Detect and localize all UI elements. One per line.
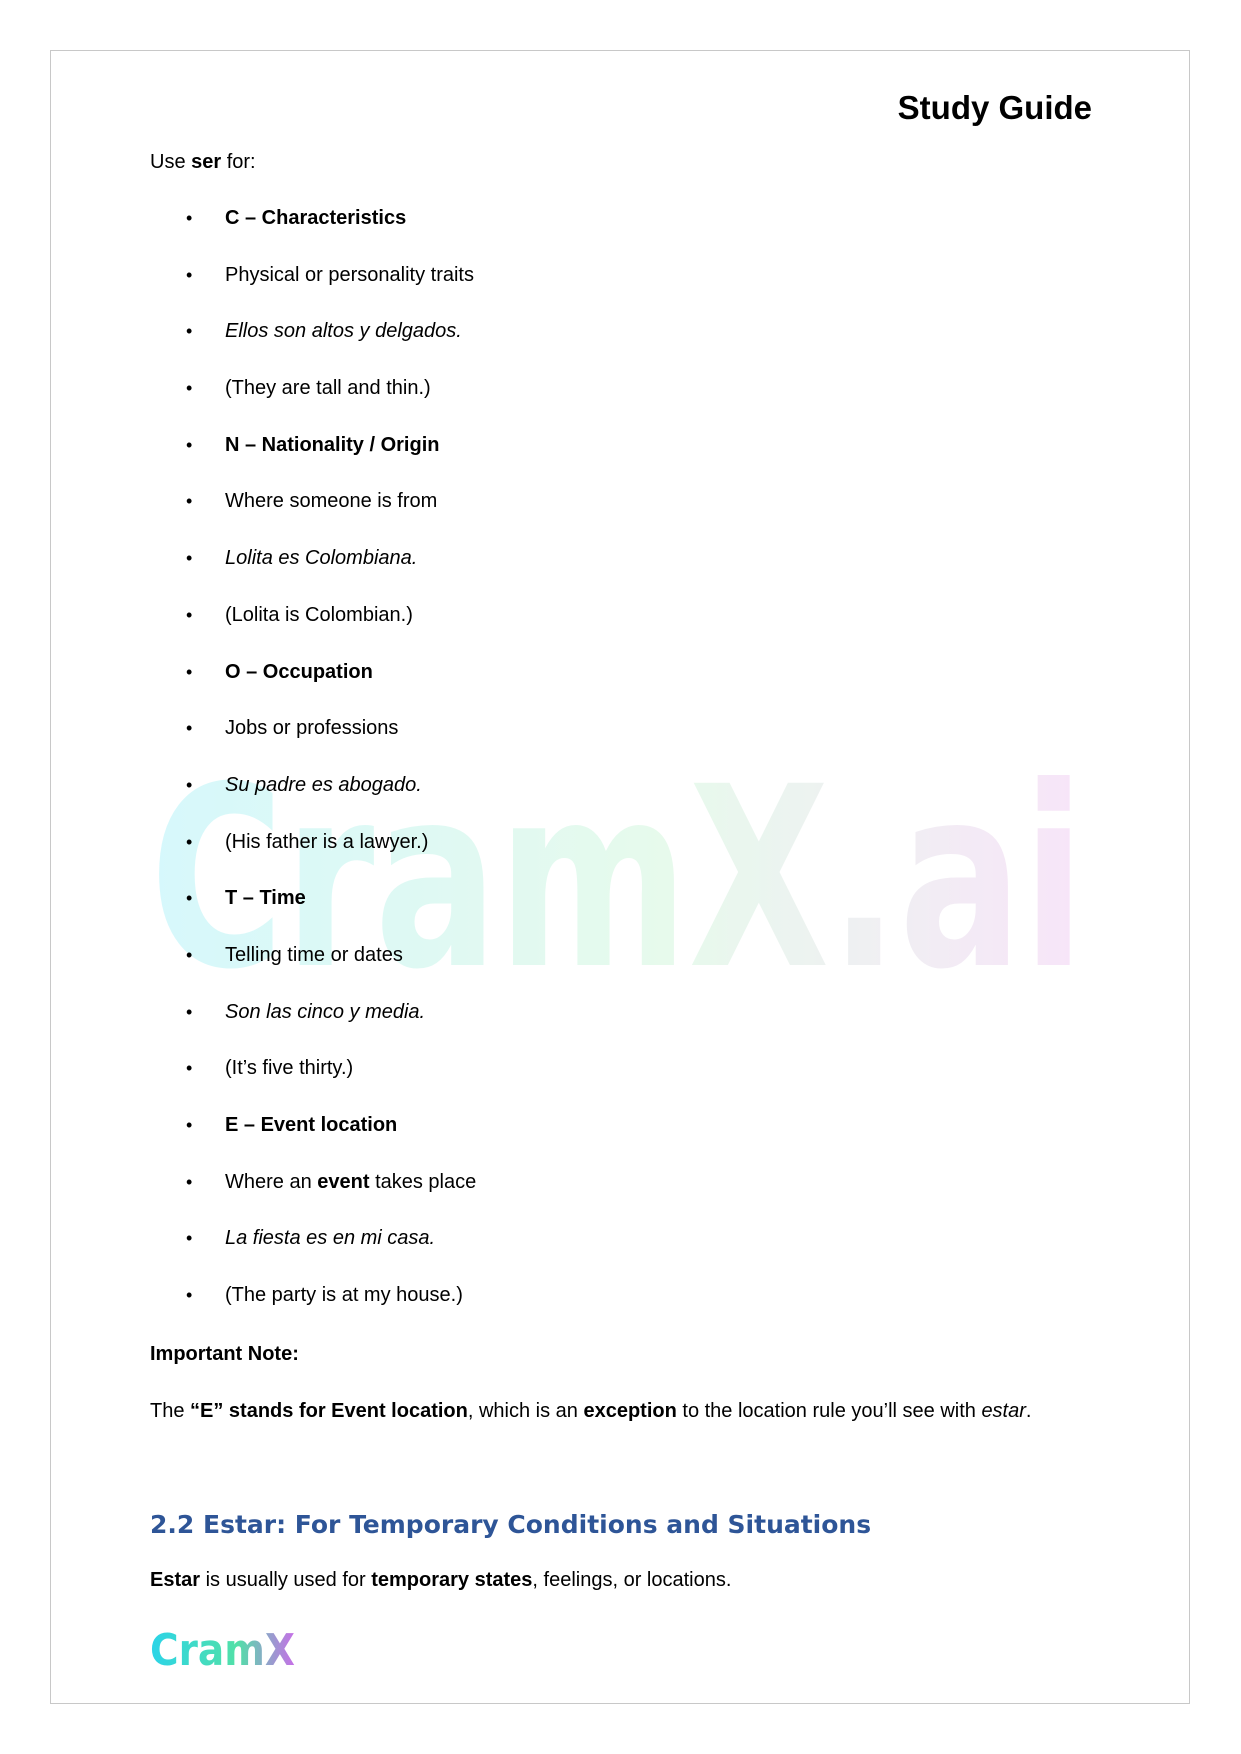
list-item-text: Where an [225, 1170, 318, 1193]
bullet-icon: • [186, 661, 193, 682]
ser-uses-list [150, 204, 476, 1338]
intro-before: Use [150, 151, 192, 173]
list-item-text: Son las cinco y media. [225, 1000, 426, 1023]
estar-text-part: , feelings, or locations. [532, 1569, 732, 1591]
estar-text-part: is usually used for [200, 1569, 372, 1591]
list-item-text: Jobs or professions [225, 717, 399, 740]
bullet-icon: • [186, 321, 193, 342]
list-item [150, 941, 476, 998]
bullet-icon: • [186, 944, 193, 965]
list-item [150, 204, 476, 261]
note-label: Important Note: [150, 1343, 299, 1365]
list-item-text: (The party is at my house.) [225, 1284, 463, 1307]
list-item-text: (It’s five thirty.) [225, 1057, 354, 1080]
list-item [150, 431, 476, 488]
intro-bold: ser [191, 151, 222, 173]
note-text-part: exception [583, 1400, 677, 1422]
list-item [150, 1281, 476, 1338]
list-item [150, 998, 476, 1055]
list-item [150, 374, 476, 431]
list-item-text: T – Time [225, 887, 306, 910]
list-item [150, 828, 476, 885]
bullet-icon: • [186, 1115, 193, 1135]
intro-line [150, 148, 256, 176]
logo-text: CramX [150, 1625, 296, 1673]
list-item-text: (His father is a lawyer.) [225, 830, 429, 853]
estar-description [150, 1566, 731, 1594]
list-item [150, 1054, 476, 1111]
list-item [150, 601, 476, 658]
list-item [150, 487, 476, 544]
cramx-logo [150, 1625, 300, 1673]
note-text-part: . [1025, 1400, 1032, 1422]
list-item [150, 714, 476, 771]
intro-after: for: [221, 151, 256, 173]
list-item-text: Su padre es abogado. [225, 773, 422, 796]
bullet-icon: • [186, 1001, 193, 1022]
note-text-part: The [150, 1400, 191, 1422]
list-item-text: O – Occupation [225, 660, 373, 683]
note-text-part: to the location rule you’ll see with [676, 1400, 982, 1422]
section-heading: 2.2 Estar: For Temporary Conditions and Situations [150, 1510, 872, 1539]
list-item [150, 884, 476, 941]
list-item-text: C – Characteristics [225, 207, 407, 229]
list-item [150, 1224, 476, 1281]
list-item-text: Lolita es Colombiana. [225, 547, 418, 570]
note-text-part: , which is an [467, 1400, 584, 1422]
bullet-icon: • [186, 264, 193, 285]
list-item-text: event [317, 1170, 370, 1193]
bullet-icon: • [186, 1285, 193, 1306]
list-item-text: takes place [369, 1170, 477, 1193]
bullet-icon: • [186, 1228, 193, 1249]
list-item [150, 261, 476, 318]
list-item-text: (They are tall and thin.) [225, 377, 431, 400]
bullet-icon: • [186, 1171, 193, 1192]
list-item [150, 771, 476, 828]
list-item-text: N – Nationality / Origin [225, 433, 440, 456]
bullet-icon: • [186, 774, 193, 795]
list-item-text: Telling time or dates [225, 943, 403, 966]
bullet-icon: • [186, 208, 193, 228]
list-item [150, 1168, 476, 1225]
note-text [150, 1397, 1031, 1425]
list-item-text: Where someone is from [225, 490, 438, 513]
list-item-text: (Lolita is Colombian.) [225, 603, 413, 626]
bullet-icon: • [186, 604, 193, 625]
bullet-icon: • [186, 831, 193, 852]
list-item [150, 544, 476, 601]
list-item-text: La fiesta es en mi casa. [225, 1227, 436, 1250]
list-item [150, 317, 476, 374]
bullet-icon: • [186, 1058, 193, 1079]
note-text-part: estar [981, 1400, 1026, 1422]
bullet-icon: • [186, 434, 193, 455]
bullet-icon: • [186, 378, 193, 399]
bullet-icon: • [186, 491, 193, 512]
list-item-text: Ellos son altos y delgados. [225, 320, 462, 343]
note-text-part: “E” stands for Event location [190, 1400, 468, 1422]
estar-text-part: Estar [150, 1569, 201, 1591]
list-item [150, 1111, 476, 1168]
estar-text-part: temporary states [371, 1569, 533, 1591]
page-title: Study Guide [897, 89, 1092, 126]
watermark-text: CramX.ai [150, 760, 1085, 1000]
list-item-text: E – Event location [225, 1114, 398, 1136]
list-item-text: Physical or personality traits [225, 263, 474, 286]
bullet-icon: • [186, 548, 193, 569]
bullet-icon: • [186, 888, 193, 909]
list-item [150, 658, 476, 715]
bullet-icon: • [186, 718, 193, 739]
